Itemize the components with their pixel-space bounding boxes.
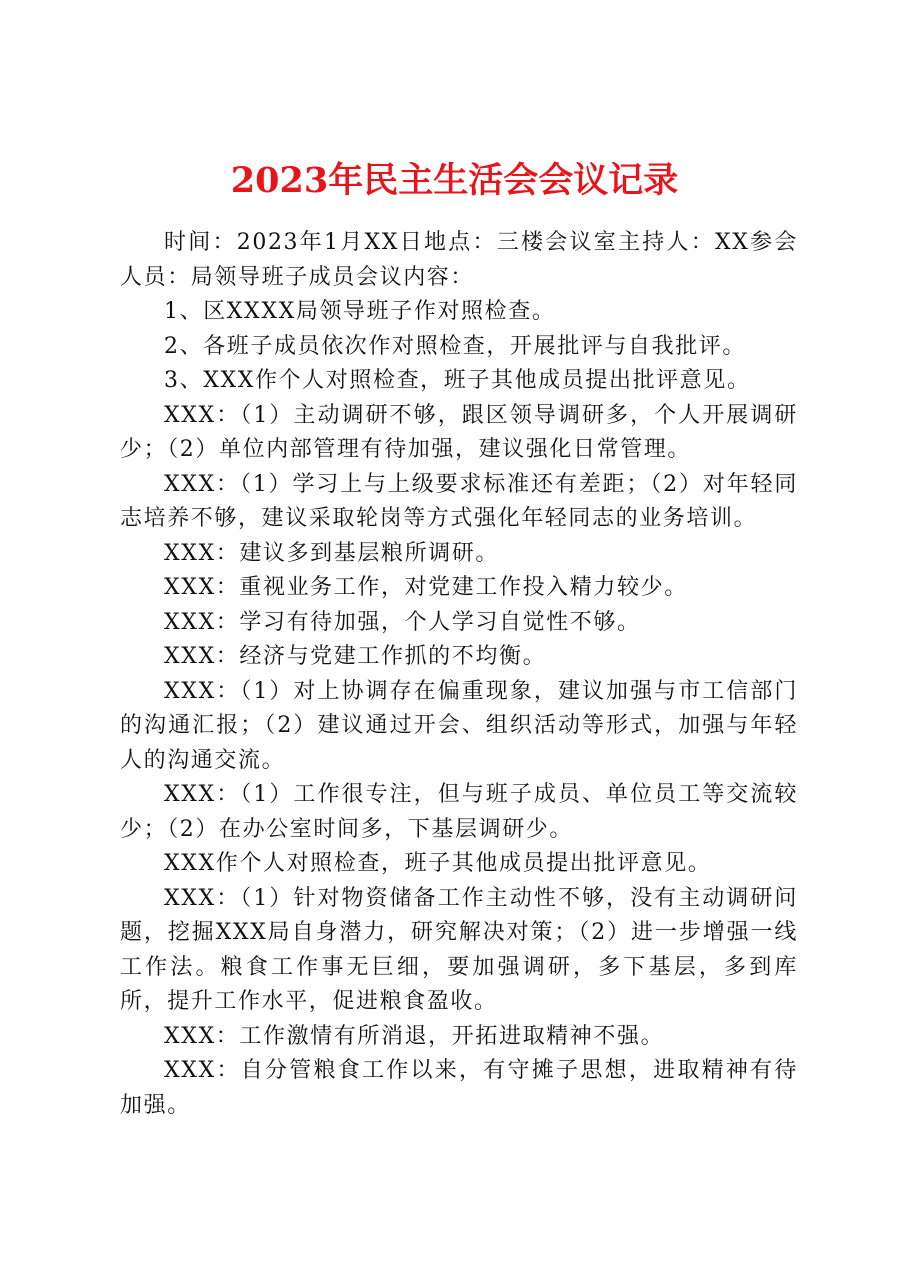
paragraph-opinion: XXX：学习有待加强，个人学习自觉性不够。 xyxy=(164,609,641,635)
paragraph-item-1: 1、区XXXX局领导班子作对照检查。 xyxy=(164,299,556,324)
paragraph-opinion: XXX：（1）工作很专注，但与班子成员、单位员工等交流较少；（2）在办公室时间多，下基层调研少。 xyxy=(120,782,798,842)
paragraph-item-2: 2、各班子成员依次作对照检查，开展批评与自我批评。 xyxy=(164,333,746,359)
paragraph-opinion: XXX：自分管粮食工作以来，有守摊子思想，进取精神有待加强。 xyxy=(120,1058,798,1118)
paragraph-opinion: XXX：工作激情有所消退，开拓进取精神不强。 xyxy=(164,1023,665,1049)
paragraph-opinion: XXX：经济与党建工作抓的不均衡。 xyxy=(164,644,547,669)
document-body xyxy=(120,226,798,1123)
paragraph-opinion: XXX：（1）学习上与上级要求标准还有差距；（2）对年轻同志培养不够，建议采取轮岗等方式强化年轻同志的业务培训。 xyxy=(120,471,798,531)
paragraph-opinion: XXX：（1）对上协调存在偏重现象，建议加强与市工信部门的沟通汇报；（2）建议通过开会、组织活动等形式，加强与年轻人的沟通交流。 xyxy=(120,678,798,773)
paragraph-meeting-info: 时间：2023年1月XX日地点：三楼会议室主持人：XX参会人员：局领导班子成员会议内容： xyxy=(120,230,798,290)
paragraph-item-3: 3、XXX作个人对照检查，班子其他成员提出批评意见。 xyxy=(164,368,751,393)
paragraph-opinion: XXX：（1）主动调研不够，跟区领导调研多，个人开展调研少；（2）单位内部管理有待加强，建议强化日常管理。 xyxy=(120,402,798,462)
document-title: 2023年民主生活会会议记录 xyxy=(230,160,679,201)
paragraph-opinion: XXX：建议多到基层粮所调研。 xyxy=(164,540,499,566)
paragraph-self-review: XXX作个人对照检查，班子其他成员提出批评意见。 xyxy=(164,851,712,876)
paragraph-opinion: XXX：重视业务工作，对党建工作投入精力较少。 xyxy=(164,575,688,600)
paragraph-opinion: XXX：（1）针对物资储备工作主动性不够，没有主动调研问题，挖掘XXX局自身潜力，研究解决对策；（2）进一步增强一线工作法。粮食工作事无巨细，要加强调研，多下基层，多到库所，提升工作水平，促进粮食盈收。 xyxy=(120,885,798,1014)
